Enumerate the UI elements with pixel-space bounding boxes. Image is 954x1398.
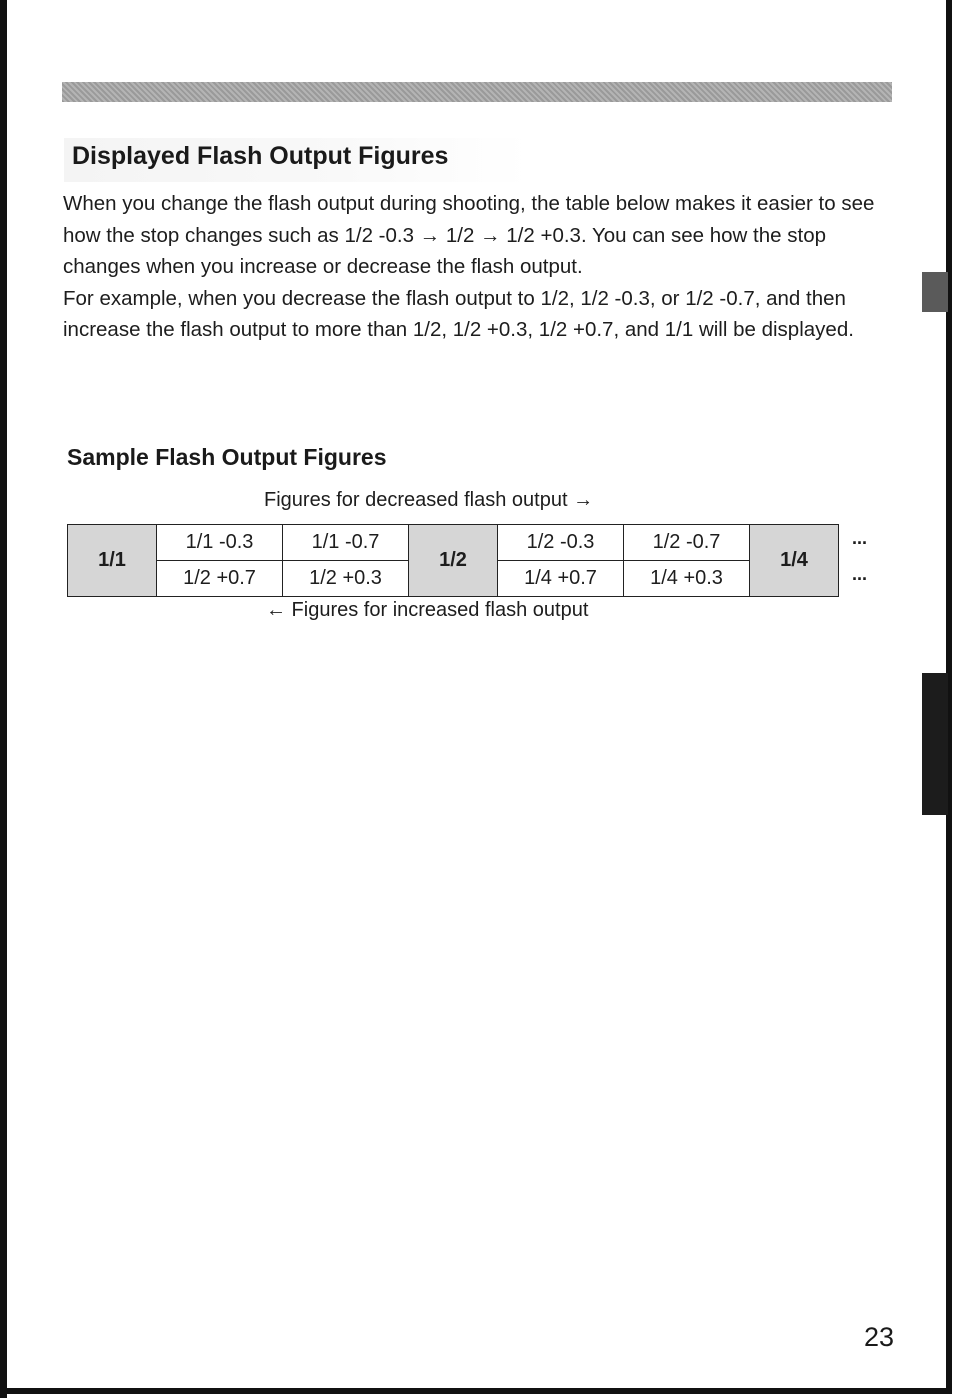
continuation-ellipsis: ... <box>852 564 868 584</box>
table-key-cell: 1/1 <box>68 525 157 597</box>
table-cell: 1/4 +0.3 <box>624 561 750 597</box>
table-cell: 1/1 -0.7 <box>283 525 409 561</box>
table-cell: 1/2 -0.7 <box>624 525 750 561</box>
header-bar <box>62 82 892 102</box>
table-cell: 1/2 +0.7 <box>157 561 283 597</box>
section-title-box <box>64 138 529 182</box>
table-cell: 1/2 +0.3 <box>283 561 409 597</box>
page-number: 23 <box>864 1322 895 1352</box>
left-border <box>0 0 7 1398</box>
section-title: Displayed Flash Output Figures <box>72 142 449 170</box>
sample-title: Sample Flash Output Figures <box>67 444 387 470</box>
table-cell: 1/2 -0.3 <box>498 525 624 561</box>
table-key-cell: 1/4 <box>750 525 839 597</box>
chapter-index-tab <box>922 673 948 815</box>
table-key-cell: 1/2 <box>409 525 498 597</box>
table-cell: 1/1 -0.3 <box>157 525 283 561</box>
caption-decreased-output: Figures for decreased flash output → <box>264 489 594 511</box>
table-cell: 1/4 +0.7 <box>498 561 624 597</box>
intro-paragraph-2: For example, when you decrease the flash output to 1/2, 1/2 -0.3, or 1/2 -0.7, and then increase the flash output to more than 1/2, 1/2 +0.3, 1/2 +0.7, and 1/1 will be displayed. <box>63 286 854 341</box>
table-row <box>68 525 839 561</box>
continuation-ellipsis: ... <box>852 528 868 548</box>
intro-text <box>63 188 893 346</box>
caption-increased-output: ← Figures for increased flash output <box>266 599 589 621</box>
chapter-tab-marker <box>922 272 948 312</box>
intro-paragraph-1: When you change the flash output during shooting, the table below makes it easier to see how the stop changes such as 1/2 -0.3 → 1/2 → 1/2 +0.3. You can see how the stop changes when you increase or decrease the flash output. <box>63 192 875 278</box>
bottom-border <box>0 1388 952 1394</box>
flash-output-table <box>67 524 839 597</box>
